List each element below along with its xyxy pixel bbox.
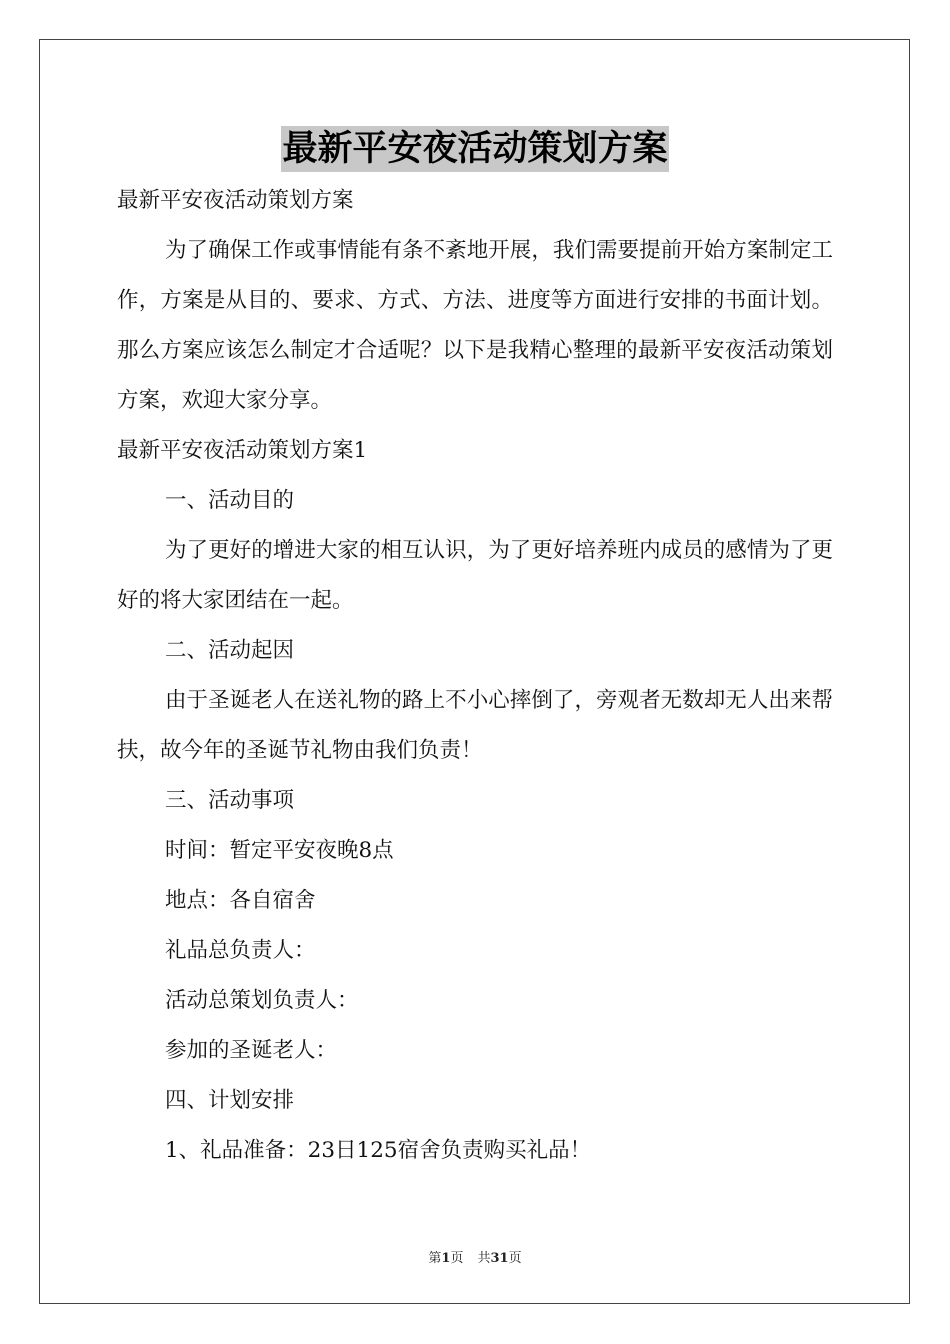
document-title: 最新平安夜活动策划方案 <box>281 126 668 172</box>
footer-page-prefix: 第 <box>428 1251 442 1266</box>
item-gift-owner: 礼品总负责人： <box>165 938 316 963</box>
page-footer <box>0 1247 950 1266</box>
item-santas: 参加的圣诞老人： <box>165 1038 338 1063</box>
document-body <box>117 176 833 1176</box>
footer-total-suffix: 页 <box>508 1251 522 1266</box>
footer-page-suffix: 页 <box>450 1251 464 1266</box>
heading-matters: 三、活动事项 <box>165 788 295 813</box>
footer-page-total: 31 <box>490 1251 509 1266</box>
intro-paragraph: 为了确保工作或事情能有条不紊地开展，我们需要提前开始方案制定工作，方案是从目的、要求、方式、方法、进度等方面进行安排的书面计划。那么方案应该怎么制定才合适呢？以下是我精心整理的最新平安夜活动策划方案，欢迎大家分享。 <box>117 238 833 413</box>
item-planner: 活动总策划负责人： <box>165 988 359 1013</box>
item-gift-prep: 1、礼品准备：23日125宿舍负责购买礼品！ <box>165 1138 592 1163</box>
paragraph-purpose: 为了更好的增进大家的相互认识，为了更好培养班内成员的感情为了更好的将大家团结在一起。 <box>117 538 833 613</box>
item-time: 时间：暂定平安夜晚8点 <box>165 838 394 863</box>
heading-plan: 四、计划安排 <box>165 1088 295 1113</box>
footer-total-prefix: 共 <box>477 1251 491 1266</box>
heading-purpose: 一、活动目的 <box>165 488 295 513</box>
title-container <box>0 126 950 172</box>
item-location: 地点：各自宿舍 <box>165 888 316 913</box>
subtitle: 最新平安夜活动策划方案 <box>117 188 354 213</box>
paragraph-cause: 由于圣诞老人在送礼物的路上不小心摔倒了，旁观者无数却无人出来帮扶，故今年的圣诞节礼物由我们负责！ <box>117 688 833 763</box>
heading-cause: 二、活动起因 <box>165 638 295 663</box>
section-title: 最新平安夜活动策划方案1 <box>117 438 368 463</box>
footer-page-current: 1 <box>441 1251 451 1266</box>
